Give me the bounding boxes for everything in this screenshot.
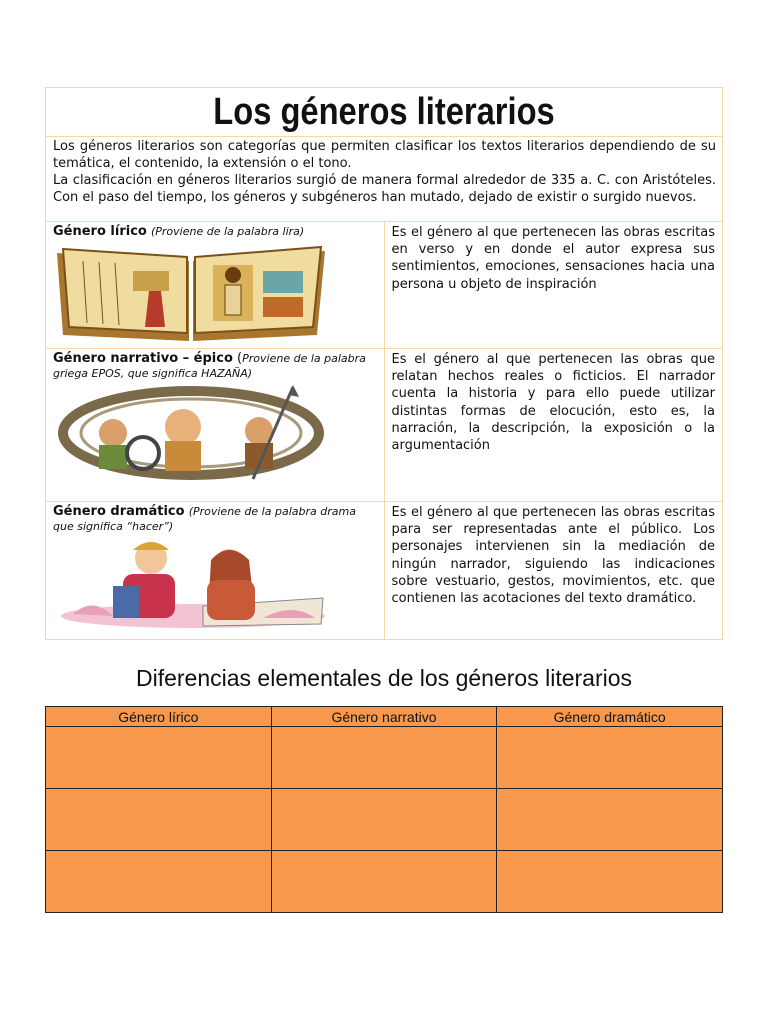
genre-description: Es el género al que pertenecen las obras escritas en verso y en donde el autor expresa sus sentimientos, emociones, sensaciones hacia una persona u objeto de inspiración xyxy=(384,222,723,349)
epic-battle-illustration xyxy=(53,383,329,481)
table-cell xyxy=(271,727,497,789)
table-cell xyxy=(46,851,272,913)
intro-cell xyxy=(46,137,723,222)
genre-name: Género lírico xyxy=(53,224,147,239)
genre-row-dramatic xyxy=(46,502,723,640)
title-cell xyxy=(46,88,723,137)
table-cell xyxy=(271,851,497,913)
table-cell xyxy=(497,851,723,913)
genre-left-cell xyxy=(46,222,385,349)
genre-name: Género narrativo – épico xyxy=(53,351,233,366)
intro-paragraph: La clasificación en géneros literarios surgió de manera formal alrededor de 335 a. C. con Aristóteles. Con el paso del tiempo, los géneros y subgéneros han mutado, dejado de existir o surgido nuevos. xyxy=(53,173,716,205)
table-row xyxy=(46,727,723,789)
table-cell xyxy=(46,789,272,851)
genre-note-open: ( xyxy=(237,351,243,366)
table-cell xyxy=(497,727,723,789)
open-book-illustration xyxy=(53,241,329,345)
genre-description: Es el género al que pertenecen las obras escritas para ser representadas ante el público. Los personajes intervienen sin la mediación de ningún narrador, siguiendo las indicaciones sobre vestuario, gestos, movimientos, etc. que contienen las acotaciones del texto dramático. xyxy=(384,502,723,640)
differences-table xyxy=(45,706,723,913)
intro-paragraph: Los géneros literarios son categorías que permiten clasificar los textos literarios dependiendo de su temática, el contenido, la extensión o el tono. xyxy=(53,139,716,171)
differences-heading: Diferencias elementales de los géneros literarios xyxy=(135,665,633,691)
genre-note: (Proviene de la palabra drama que significa “hacer”) xyxy=(53,505,356,533)
table-row xyxy=(46,789,723,851)
table-header-row xyxy=(46,707,723,727)
table-cell xyxy=(271,789,497,851)
genres-info-table xyxy=(45,87,723,640)
genre-description: Es el género al que pertenecen las obras que relatan hechos reales o ficticios. El narrador cuenta la historia y para ello puede utilizar distintas formas de elocución, esto es, la narración, la descripción, la exposición o la argumentación xyxy=(384,349,723,502)
genre-row-narrative xyxy=(46,349,723,502)
genre-name: Género dramático xyxy=(53,504,185,519)
table-row xyxy=(46,851,723,913)
genre-left-cell xyxy=(46,349,385,502)
column-header: Género lírico xyxy=(46,707,272,727)
genre-note: Proviene de la palabra griega EPOS, que significa HAZAÑA) xyxy=(53,352,366,380)
column-header: Género dramático xyxy=(497,707,723,727)
theatre-couple-illustration xyxy=(53,536,329,630)
column-header: Género narrativo xyxy=(271,707,497,727)
genre-left-cell xyxy=(46,502,385,640)
genre-note: (Proviene de la palabra lira) xyxy=(150,225,305,238)
table-cell xyxy=(46,727,272,789)
genre-row-lyric xyxy=(46,222,723,349)
table-cell xyxy=(497,789,723,851)
page-title: Los géneros literarios xyxy=(213,91,555,133)
